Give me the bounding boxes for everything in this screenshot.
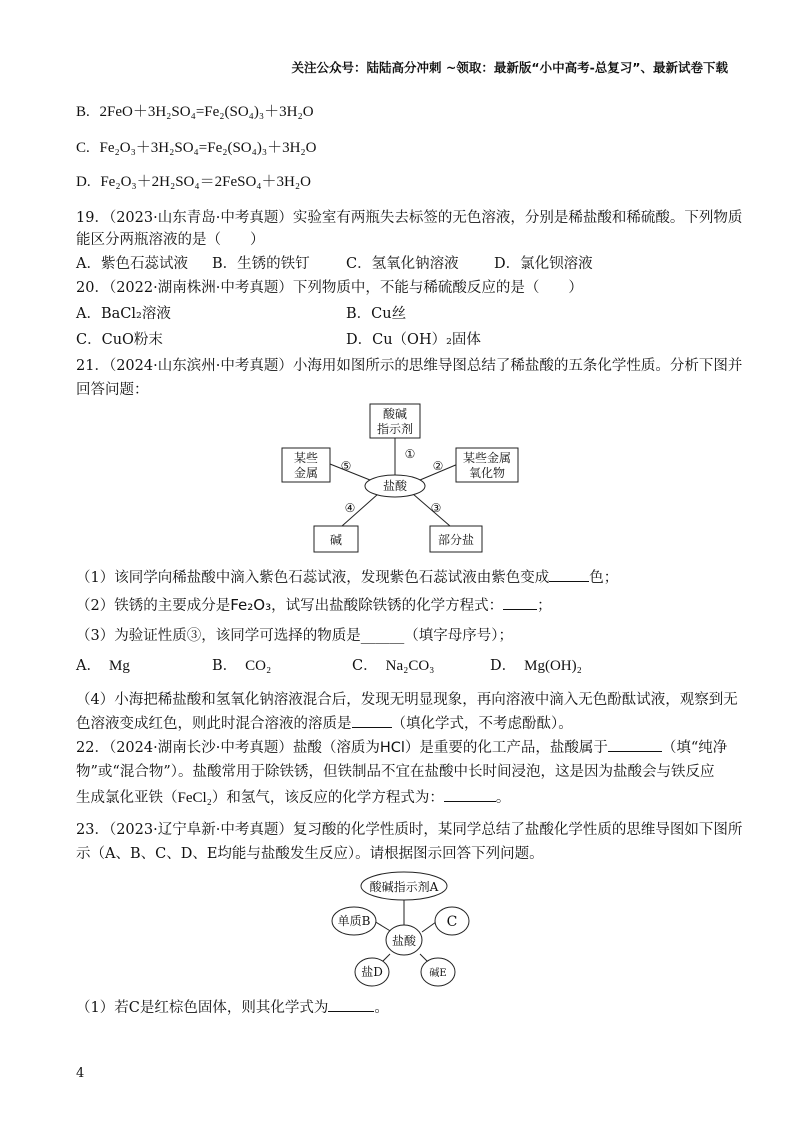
option-value: Na₂CO₃: [385, 658, 435, 674]
q21-option-c: [352, 654, 434, 675]
node-base-label: 碱: [329, 533, 343, 547]
formula: HCl: [379, 740, 405, 756]
q21-part4-line2: [76, 712, 573, 733]
answer-blank[interactable]: [608, 751, 662, 752]
q22-line2: 物”或“混合物”）。盐酸常用于除铁锈，但铁制品不宜在盐酸中长时间浸泡，这是因为盐酸会与铁反应: [76, 764, 715, 780]
q20-option-a: A．BaCl₂溶液: [76, 306, 171, 322]
option-value: Mg(OH)₂: [524, 658, 582, 674]
text: （填化学式，不考虑酚酞）。: [391, 716, 573, 732]
option-label: B．: [212, 658, 238, 674]
option-label: C.: [76, 140, 90, 156]
q21-stem-line2: 回答问题：: [76, 382, 149, 398]
text: ，试写出盐酸除铁锈的化学方程式：: [271, 598, 504, 614]
formula: Fe₂O₃: [230, 596, 272, 614]
q21-part2: [76, 594, 552, 615]
connector: [422, 922, 436, 932]
text: 22．（2024·湖南长沙·中考真题）盐酸（溶质为: [76, 740, 380, 756]
node-center-label: 盐酸: [391, 934, 417, 948]
page-header: 关注公众号：陆陆高分冲刺 ~领取：最新版“小中高考-总复习”、最新试卷下载: [291, 60, 728, 75]
q21-option-d: [490, 654, 582, 675]
q19-option-d: D．氯化钡溶液: [494, 256, 593, 272]
node-salt-label: 部分盐: [437, 533, 475, 547]
label-1: ①: [404, 447, 416, 461]
q21-part4-line1: （4）小海把稀盐酸和氢氧化钠溶液混合后，发现无明显现象，再向溶液中滴入无色酚酞试液，观察到无: [76, 692, 738, 708]
label-3: ③: [430, 501, 442, 515]
node-metal-label-2: 金属: [293, 466, 319, 480]
q23-mind-map: [324, 864, 474, 988]
node-element-label: 单质B: [337, 914, 371, 928]
q22-line3: [76, 786, 510, 807]
q22-line1: [76, 736, 727, 757]
q19-stem-line1: 19．（2023·山东青岛·中考真题）实验室有两瓶失去标签的无色溶液，分别是稀盐酸和稀硫酸。下列物质: [76, 210, 743, 226]
text: ）是重要的化工产品，盐酸属于: [404, 740, 608, 756]
answer-blank[interactable]: [444, 801, 496, 802]
q19-stem-line2: 能区分两瓶溶液的是（ ）: [76, 232, 265, 248]
label-2: ②: [432, 459, 444, 473]
equation: Fe₂O₃＋2H₂SO₄＝2FeSO₄＋3H₂O: [100, 174, 311, 190]
q20-option-b: B．Cu丝: [346, 306, 407, 322]
q21-part1: [76, 566, 618, 587]
text: （1）若C是红棕色固体，则其化学式为: [76, 1000, 329, 1016]
option-label: A．: [76, 658, 101, 674]
label-4: ④: [344, 501, 356, 515]
node-indicator-label: 酸碱指示剂A: [369, 880, 439, 894]
connector: [374, 921, 392, 932]
node-indicator-label-2: 指示剂: [376, 422, 414, 436]
node-center-label: 盐酸: [382, 479, 408, 493]
equation: Fe₂O₃＋3H₂SO₄=Fe₂(SO₄)₃＋3H₂O: [99, 140, 317, 156]
option-value: CO₂: [245, 658, 272, 674]
option-c: [76, 136, 316, 157]
text: （1）该同学向稀盐酸中滴入紫色石蕊试液，发现紫色石蕊试液由紫色变成: [76, 570, 550, 586]
equation: 2FeO＋3H₂SO₄=Fe₂(SO₄)₃＋3H₂O: [99, 104, 314, 120]
option-b: [76, 100, 314, 121]
text: ；: [537, 598, 552, 614]
formula: FeCl₂: [177, 790, 212, 806]
option-d: [76, 170, 311, 191]
option-label: D.: [76, 174, 91, 190]
text: 。: [374, 1000, 389, 1016]
q23-stem-line1: 23．（2023·辽宁阜新·中考真题）复习酸的化学性质时，某同学总结了盐酸化学性质的思维导图如下图所: [76, 822, 743, 838]
node-oxide-label-1: 某些金属: [462, 451, 512, 465]
q21-mind-map: [270, 398, 520, 558]
text: ）和氢气，该反应的化学方程式为：: [211, 790, 444, 806]
option-label: C．: [352, 658, 378, 674]
text: 生成氯化亚铁（: [76, 790, 178, 806]
text: （2）铁锈的主要成分是: [76, 598, 231, 614]
node-oxide-label-2: 氧化物: [468, 466, 506, 480]
option-value: Mg: [108, 658, 130, 674]
q21-stem-line1: 21．（2024·山东滨州·中考真题）小海用如图所示的思维导图总结了稀盐酸的五条化学性质。分析下图并: [76, 358, 743, 374]
text: 色溶液变成红色，则此时混合溶液的溶质是: [76, 716, 352, 732]
q20-stem: 20．（2022·湖南株洲·中考真题）下列物质中，不能与稀硫酸反应的是（ ）: [76, 280, 583, 296]
q23-part1: [76, 996, 389, 1017]
option-label: D．: [490, 658, 517, 674]
q23-stem-line2: 示（A、B、C、D、E均能与盐酸发生反应）。请根据图示回答下列问题。: [76, 846, 544, 862]
node-salt-label: 盐D: [361, 965, 383, 979]
q19-option-c: C．氢氧化钠溶液: [346, 256, 459, 272]
node-c-label: C: [446, 914, 458, 930]
node-metal-label-1: 某些: [293, 451, 319, 465]
q19-option-b: B．生锈的铁钉: [212, 256, 310, 272]
text: （填“纯净: [661, 740, 728, 756]
q19-option-a: A．紫色石蕊试液: [76, 256, 188, 272]
answer-blank[interactable]: [328, 1011, 374, 1012]
q20-option-d: D．Cu（OH）₂固体: [346, 332, 481, 348]
answer-blank[interactable]: [352, 727, 392, 728]
text: 色；: [589, 570, 619, 586]
node-base-label: 碱E: [429, 968, 447, 979]
node-indicator-label-1: 酸碱: [382, 407, 408, 421]
q20-option-c: C．CuO粉末: [76, 332, 163, 348]
label-5: ⑤: [340, 459, 352, 473]
q21-option-a: [76, 654, 130, 675]
answer-blank[interactable]: [503, 609, 537, 610]
text: 。: [495, 790, 511, 806]
answer-blank[interactable]: [549, 581, 589, 582]
q21-part3: （3）为验证性质③，该同学可选择的物质是______（填字母序号）；: [76, 628, 513, 644]
option-label: B.: [76, 104, 90, 120]
page-number: 4: [76, 1066, 85, 1081]
q21-option-b: [212, 654, 271, 675]
